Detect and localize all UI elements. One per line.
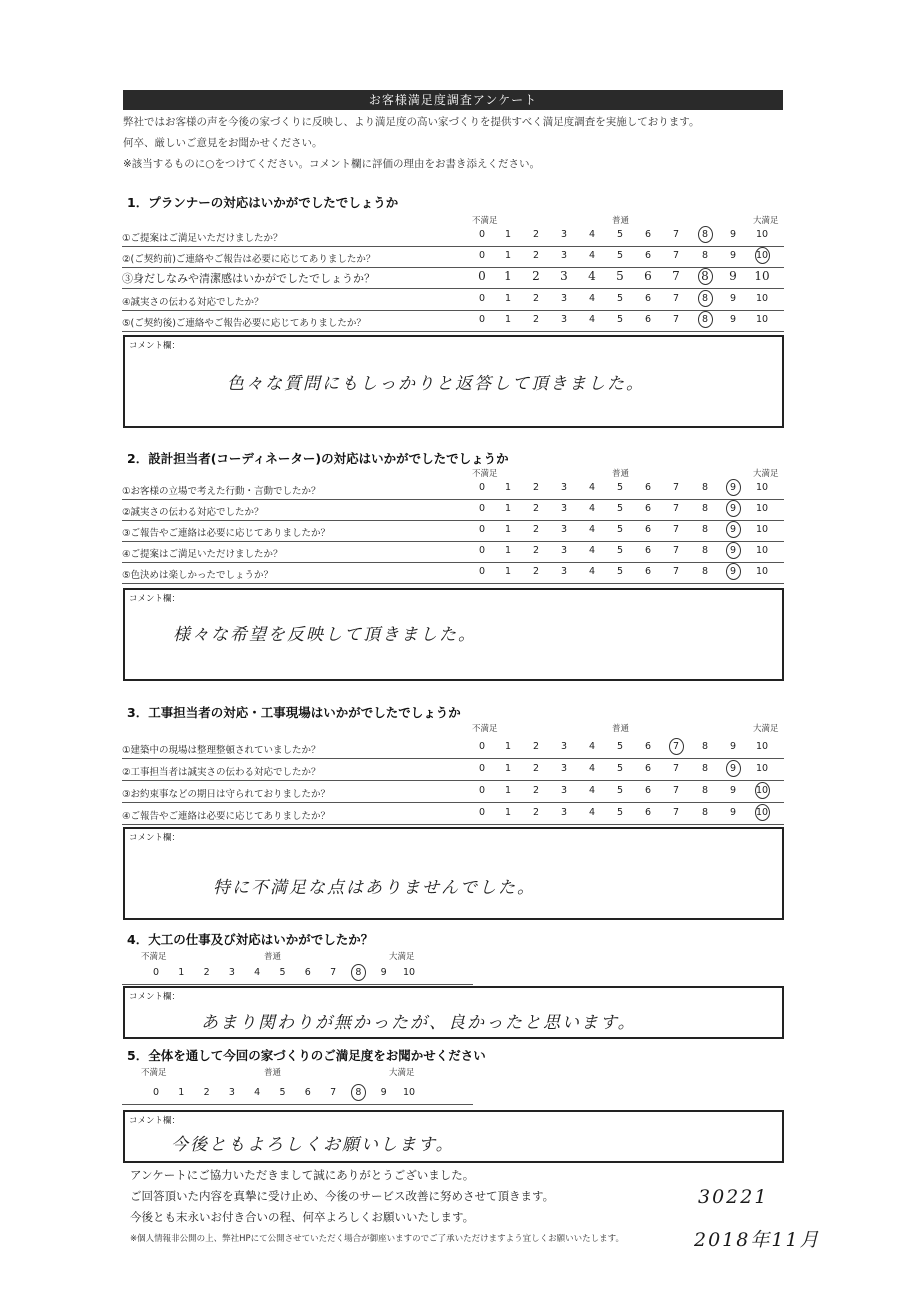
rating-row-short[interactable] [122,964,473,985]
selected-rating-circle [726,521,741,538]
scale-number-0[interactable]: 0 [478,524,486,535]
scale-number-0[interactable]: 0 [152,1087,160,1098]
scale-low-label: 不満足 [472,724,498,734]
rating-row[interactable] [122,542,784,563]
scale-number-2[interactable]: 2 [532,524,540,535]
rating-row[interactable] [122,479,784,500]
question-text: ①ご提案はご満足いただけましたか？ [122,233,283,244]
selected-rating-circle [726,760,741,777]
scale-number-3[interactable]: 3 [560,503,568,514]
comment-label: コメント欄： [129,1116,181,1126]
handwritten-id-number: 30221 [698,1186,769,1208]
selected-rating-circle [351,964,366,981]
scale-number-3[interactable]: 3 [560,807,568,818]
scale-number-9[interactable]: 9 [729,250,737,261]
scale-number-0[interactable]: 0 [478,785,486,796]
scale-high-label: 大満足 [753,216,779,226]
scale-number-0[interactable]: 0 [478,807,486,818]
scale-number-7[interactable]: 7 [672,269,680,283]
scale-number-6[interactable]: 6 [644,482,652,493]
intro-text-1: 弊社ではお客様の声を今後の家づくりに反映し、より満足度の高い家づくりを提供すべく満足度調査を実施しております。 [123,116,700,128]
scale-number-3[interactable]: 3 [560,269,568,283]
scale-number-3[interactable]: 3 [560,482,568,493]
scale-number-4[interactable]: 4 [588,524,596,535]
scale-number-1[interactable]: 1 [504,807,512,818]
selected-rating-circle [726,542,741,559]
scale-number-9[interactable]: 9 [380,967,387,978]
scale-number-5[interactable]: 5 [616,524,624,535]
scale-number-2[interactable]: 2 [532,545,540,556]
scale-number-7[interactable]: 7 [672,524,680,535]
scale-number-8[interactable]: 8 [701,524,709,535]
scale-number-5[interactable]: 5 [616,229,624,240]
scale-number-5[interactable]: 5 [616,269,624,283]
rating-row[interactable] [122,738,784,759]
comment-box-4[interactable] [123,986,784,1039]
scale-number-6[interactable]: 6 [644,807,652,818]
section-2-title: 2．設計担当者(コーディネーター)の対応はいかがでしたでしょうか [127,451,509,466]
scale-number-1[interactable]: 1 [504,545,512,556]
scale-number-4[interactable]: 4 [588,741,596,752]
scale-low-label: 不満足 [141,952,167,962]
scale-number-9[interactable]: 9 [729,566,737,577]
scale-low-label: 不満足 [472,469,498,479]
scale-number-0[interactable]: 0 [478,741,486,752]
scale-number-2[interactable]: 2 [532,741,540,752]
scale-number-1[interactable]: 1 [504,314,512,325]
scale-number-7[interactable]: 7 [672,229,680,240]
scale-number-9[interactable]: 9 [729,314,737,325]
comment-text: 様々な希望を反映して頂きました。 [173,625,477,645]
scale-number-1[interactable]: 1 [504,741,512,752]
scale-number-9[interactable]: 9 [729,482,737,493]
scale-number-6[interactable]: 6 [644,250,652,261]
selected-rating-circle [726,500,741,517]
scale-number-8[interactable]: 8 [701,785,709,796]
scale-number-0[interactable]: 0 [152,967,160,978]
scale-number-1[interactable]: 1 [504,524,512,535]
comment-box-2[interactable] [123,588,784,681]
rating-row[interactable] [122,268,784,289]
scale-high-label: 大満足 [389,952,415,962]
scale-number-10[interactable]: 10 [755,524,769,535]
closing-line-2: ご回答頂いた内容を真摯に受け止め、今後のサービス改善に努めさせて頂きます。 [130,1189,555,1203]
scale-number-7[interactable]: 7 [672,503,680,514]
scale-number-7[interactable]: 7 [672,314,680,325]
question-text: ①建築中の現場は整理整頓されていましたか？ [122,745,321,756]
scale-number-2[interactable]: 2 [532,269,540,283]
scale-number-1[interactable]: 1 [504,229,512,240]
intro-text-3: ※該当するものに○をつけてください。コメント欄に評価の理由をお書き添えください。 [123,158,540,170]
scale-number-9[interactable]: 9 [729,269,737,283]
scale-number-6[interactable]: 6 [644,293,652,304]
selected-rating-circle [726,563,741,580]
question-text: ⑤(ご契約後)ご連絡やご報告必要に応じてありましたか？ [122,318,366,329]
selected-rating-circle [755,782,770,799]
scale-number-2[interactable]: 2 [203,1087,210,1098]
scale-number-7[interactable]: 7 [672,785,680,796]
comment-label: コメント欄： [129,341,181,351]
scale-number-6[interactable]: 6 [644,314,652,325]
scale-number-8[interactable]: 8 [355,1087,362,1098]
rating-row[interactable] [122,226,784,247]
section-4-title: 4．大工の仕事及び対応はいかがでしたか？ [127,932,374,947]
scale-number-5[interactable]: 5 [616,807,624,818]
rating-row-short[interactable] [122,1084,473,1105]
question-text: ④ご提案はご満足いただけましたか？ [122,549,283,560]
scale-number-10[interactable]: 10 [755,314,769,325]
comment-label: コメント欄： [129,594,181,604]
scale-number-3[interactable]: 3 [560,229,568,240]
scale-number-0[interactable]: 0 [478,763,486,774]
scale-number-4[interactable]: 4 [254,1087,261,1098]
scale-number-8[interactable]: 8 [701,763,709,774]
scale-number-3[interactable]: 3 [228,1087,235,1098]
comment-box-3[interactable] [123,827,784,920]
scale-mid-label: 普通 [612,216,630,226]
selected-rating-circle [351,1084,366,1101]
scale-number-3[interactable]: 3 [560,785,568,796]
scale-number-2[interactable]: 2 [532,503,540,514]
scale-number-0[interactable]: 0 [478,269,486,283]
section-3-title: 3．工事担当者の対応・工事現場はいかがでしたでしょうか [127,705,461,720]
scale-number-1[interactable]: 1 [178,967,185,978]
scale-number-6[interactable]: 6 [644,229,652,240]
scale-number-4[interactable]: 4 [588,503,596,514]
scale-number-1[interactable]: 1 [504,250,512,261]
scale-number-10[interactable]: 10 [755,250,769,261]
comment-text: 今後ともよろしくお願いします。 [171,1135,455,1155]
scale-number-3[interactable]: 3 [560,524,568,535]
scale-number-5[interactable]: 5 [616,545,624,556]
scale-number-3[interactable]: 3 [560,763,568,774]
scale-number-2[interactable]: 2 [532,763,540,774]
scale-number-9[interactable]: 9 [729,545,737,556]
scale-number-9[interactable]: 9 [380,1087,387,1098]
scale-number-2[interactable]: 2 [532,482,540,493]
scale-number-6[interactable]: 6 [304,1087,311,1098]
selected-rating-circle [698,268,713,285]
privacy-footnote: ※個人情報非公開の上、弊社HPにて公開させていただく場合が御座いますのでご了承いただけますよう宜しくお願いいたします。 [130,1234,624,1244]
scale-number-8[interactable]: 8 [701,566,709,577]
scale-number-8[interactable]: 8 [701,229,709,240]
scale-high-label: 大満足 [753,724,779,734]
scale-number-9[interactable]: 9 [729,741,737,752]
scale-number-5[interactable]: 5 [616,482,624,493]
comment-label: コメント欄： [129,992,181,1002]
rating-row[interactable] [122,500,784,521]
question-text: ③お約束事などの期日は守られておりましたか？ [122,789,331,800]
question-text: ④誠実さの伝わる対応でしたか？ [122,297,264,308]
scale-number-6[interactable]: 6 [644,741,652,752]
section-1-title: 1．プランナーの対応はいかがでしたでしょうか [127,195,399,210]
scale-number-5[interactable]: 5 [616,763,624,774]
intro-text-2: 何卒、厳しいご意見をお聞かせください。 [123,137,323,149]
comment-text: 特に不満足な点はありませんでした。 [213,878,536,898]
scale-number-4[interactable]: 4 [588,250,596,261]
scale-number-5[interactable]: 5 [616,503,624,514]
scale-number-5[interactable]: 5 [279,1087,286,1098]
scale-number-4[interactable]: 4 [254,967,261,978]
question-text: ④ご報告やご連絡は必要に応じてありましたか？ [122,811,331,822]
scale-number-9[interactable]: 9 [729,229,737,240]
closing-line-1: アンケートにご協力いただきまして誠にありがとうございました。 [130,1168,475,1182]
scale-number-5[interactable]: 5 [279,967,286,978]
scale-number-7[interactable]: 7 [672,741,680,752]
scale-number-4[interactable]: 4 [588,314,596,325]
selected-rating-circle [755,247,770,264]
scale-number-6[interactable]: 6 [304,967,311,978]
scale-number-3[interactable]: 3 [228,967,235,978]
scale-number-6[interactable]: 6 [644,545,652,556]
scale-number-9[interactable]: 9 [729,785,737,796]
rating-row[interactable] [122,311,784,332]
comment-text: あまり関わりが無かったが、良かったと思います。 [201,1013,637,1033]
section-5-title: 5．全体を通して今回の家づくりのご満足度をお聞かせください [127,1048,486,1063]
scale-number-9[interactable]: 9 [729,807,737,818]
scale-number-4[interactable]: 4 [588,545,596,556]
scale-number-8[interactable]: 8 [701,314,709,325]
scale-number-9[interactable]: 9 [729,293,737,304]
scale-number-1[interactable]: 1 [504,763,512,774]
scale-number-3[interactable]: 3 [560,314,568,325]
scale-number-6[interactable]: 6 [644,524,652,535]
scale-number-5[interactable]: 5 [616,250,624,261]
scale-number-2[interactable]: 2 [532,314,540,325]
scale-number-4[interactable]: 4 [588,785,596,796]
scale-number-7[interactable]: 7 [672,763,680,774]
scale-number-10[interactable]: 10 [754,269,770,283]
comment-text: 色々な質問にもしっかりと返答して頂きました。 [227,374,645,394]
scale-number-6[interactable]: 6 [644,503,652,514]
scale-number-10[interactable]: 10 [755,566,769,577]
scale-number-10[interactable]: 10 [755,482,769,493]
scale-number-4[interactable]: 4 [588,482,596,493]
selected-rating-circle [669,738,684,755]
scale-number-10[interactable]: 10 [755,763,769,774]
scale-number-6[interactable]: 6 [644,566,652,577]
scale-number-4[interactable]: 4 [588,807,596,818]
scale-number-6[interactable]: 6 [644,269,652,283]
comment-label: コメント欄： [129,833,181,843]
selected-rating-circle [698,311,713,328]
scale-number-0[interactable]: 0 [478,545,486,556]
scale-mid-label: 普通 [264,1068,282,1078]
scale-number-3[interactable]: 3 [560,741,568,752]
scale-number-4[interactable]: 4 [588,269,596,283]
question-text: ①お客様の立場で考えた行動・言動でしたか？ [122,486,321,497]
scale-number-2[interactable]: 2 [532,785,540,796]
scale-number-10[interactable]: 10 [755,293,769,304]
scale-number-8[interactable]: 8 [701,293,709,304]
rating-row[interactable] [122,760,784,781]
scale-number-1[interactable]: 1 [504,269,512,283]
scale-number-7[interactable]: 7 [672,545,680,556]
handwritten-date: 2018年11月 [694,1229,821,1251]
scale-number-3[interactable]: 3 [560,566,568,577]
selected-rating-circle [726,479,741,496]
scale-high-label: 大満足 [389,1068,415,1078]
scale-number-10[interactable]: 10 [402,967,416,978]
scale-number-0[interactable]: 0 [478,503,486,514]
scale-mid-label: 普通 [264,952,282,962]
scale-number-7[interactable]: 7 [672,807,680,818]
scale-number-1[interactable]: 1 [504,785,512,796]
scale-number-2[interactable]: 2 [532,250,540,261]
scale-number-9[interactable]: 9 [729,763,737,774]
scale-number-2[interactable]: 2 [532,293,540,304]
scale-number-0[interactable]: 0 [478,314,486,325]
scale-number-5[interactable]: 5 [616,785,624,796]
question-text: ②(ご契約前)ご連絡やご報告は必要に応じてありましたか？ [122,254,376,265]
scale-low-label: 不満足 [141,1068,167,1078]
scale-number-0[interactable]: 0 [478,229,486,240]
scale-number-5[interactable]: 5 [616,314,624,325]
scale-number-3[interactable]: 3 [560,293,568,304]
scale-number-8[interactable]: 8 [701,482,709,493]
scale-mid-label: 普通 [612,724,630,734]
scale-number-8[interactable]: 8 [355,967,362,978]
scale-number-4[interactable]: 4 [588,566,596,577]
scale-number-7[interactable]: 7 [330,967,337,978]
scale-number-7[interactable]: 7 [672,293,680,304]
question-text: ②工事担当者は誠実さの伝わる対応でしたか？ [122,767,321,778]
selected-rating-circle [755,804,770,821]
scale-number-1[interactable]: 1 [504,566,512,577]
scale-number-10[interactable]: 10 [755,807,769,818]
scale-number-10[interactable]: 10 [755,503,769,514]
scale-number-1[interactable]: 1 [504,293,512,304]
scale-number-10[interactable]: 10 [755,741,769,752]
question-text: ②誠実さの伝わる対応でしたか？ [122,507,264,518]
survey-title-banner: お客様満足度調査アンケート [123,90,783,110]
question-text: ③身だしなみや清潔感はいかがでしたでしょうか？ [122,272,375,285]
scale-high-label: 大満足 [753,469,779,479]
scale-number-8[interactable]: 8 [701,545,709,556]
scale-number-4[interactable]: 4 [588,763,596,774]
scale-number-8[interactable]: 8 [701,741,709,752]
scale-number-9[interactable]: 9 [729,503,737,514]
scale-number-2[interactable]: 2 [532,807,540,818]
scale-mid-label: 普通 [612,469,630,479]
scale-number-0[interactable]: 0 [478,293,486,304]
scale-number-6[interactable]: 6 [644,785,652,796]
scale-number-2[interactable]: 2 [203,967,210,978]
rating-row[interactable] [122,247,784,268]
scale-number-7[interactable]: 7 [672,566,680,577]
scale-number-4[interactable]: 4 [588,293,596,304]
scale-number-0[interactable]: 0 [478,250,486,261]
scale-number-2[interactable]: 2 [532,566,540,577]
question-text: ⑤色決めは楽しかったでしょうか？ [122,570,274,581]
scale-number-2[interactable]: 2 [532,229,540,240]
scale-number-7[interactable]: 7 [672,250,680,261]
scale-number-8[interactable]: 8 [701,269,709,283]
comment-box-1[interactable] [123,335,784,428]
scale-number-9[interactable]: 9 [729,524,737,535]
scale-number-10[interactable]: 10 [755,545,769,556]
scale-number-3[interactable]: 3 [560,545,568,556]
rating-row[interactable] [122,290,784,311]
scale-number-1[interactable]: 1 [178,1087,185,1098]
scale-number-8[interactable]: 8 [701,250,709,261]
closing-line-3: 今後とも末永いお付き合いの程、何卒よろしくお願いいたします。 [130,1210,475,1224]
scale-number-7[interactable]: 7 [672,482,680,493]
scale-number-5[interactable]: 5 [616,566,624,577]
selected-rating-circle [698,290,713,307]
comment-box-5[interactable] [123,1110,784,1163]
scale-number-8[interactable]: 8 [701,503,709,514]
rating-row[interactable] [122,804,784,825]
rating-row[interactable] [122,563,784,584]
scale-number-8[interactable]: 8 [701,807,709,818]
scale-low-label: 不満足 [472,216,498,226]
scale-number-3[interactable]: 3 [560,250,568,261]
scale-number-10[interactable]: 10 [402,1087,416,1098]
selected-rating-circle [698,226,713,243]
rating-row[interactable] [122,521,784,542]
scale-number-10[interactable]: 10 [755,785,769,796]
scale-number-6[interactable]: 6 [644,763,652,774]
scale-number-1[interactable]: 1 [504,503,512,514]
scale-number-7[interactable]: 7 [330,1087,337,1098]
question-text: ③ご報告やご連絡は必要に応じてありましたか？ [122,528,331,539]
scale-number-5[interactable]: 5 [616,741,624,752]
scale-number-10[interactable]: 10 [755,229,769,240]
scale-number-0[interactable]: 0 [478,566,486,577]
rating-row[interactable] [122,782,784,803]
scale-number-1[interactable]: 1 [504,482,512,493]
scale-number-0[interactable]: 0 [478,482,486,493]
scale-number-5[interactable]: 5 [616,293,624,304]
scale-number-4[interactable]: 4 [588,229,596,240]
